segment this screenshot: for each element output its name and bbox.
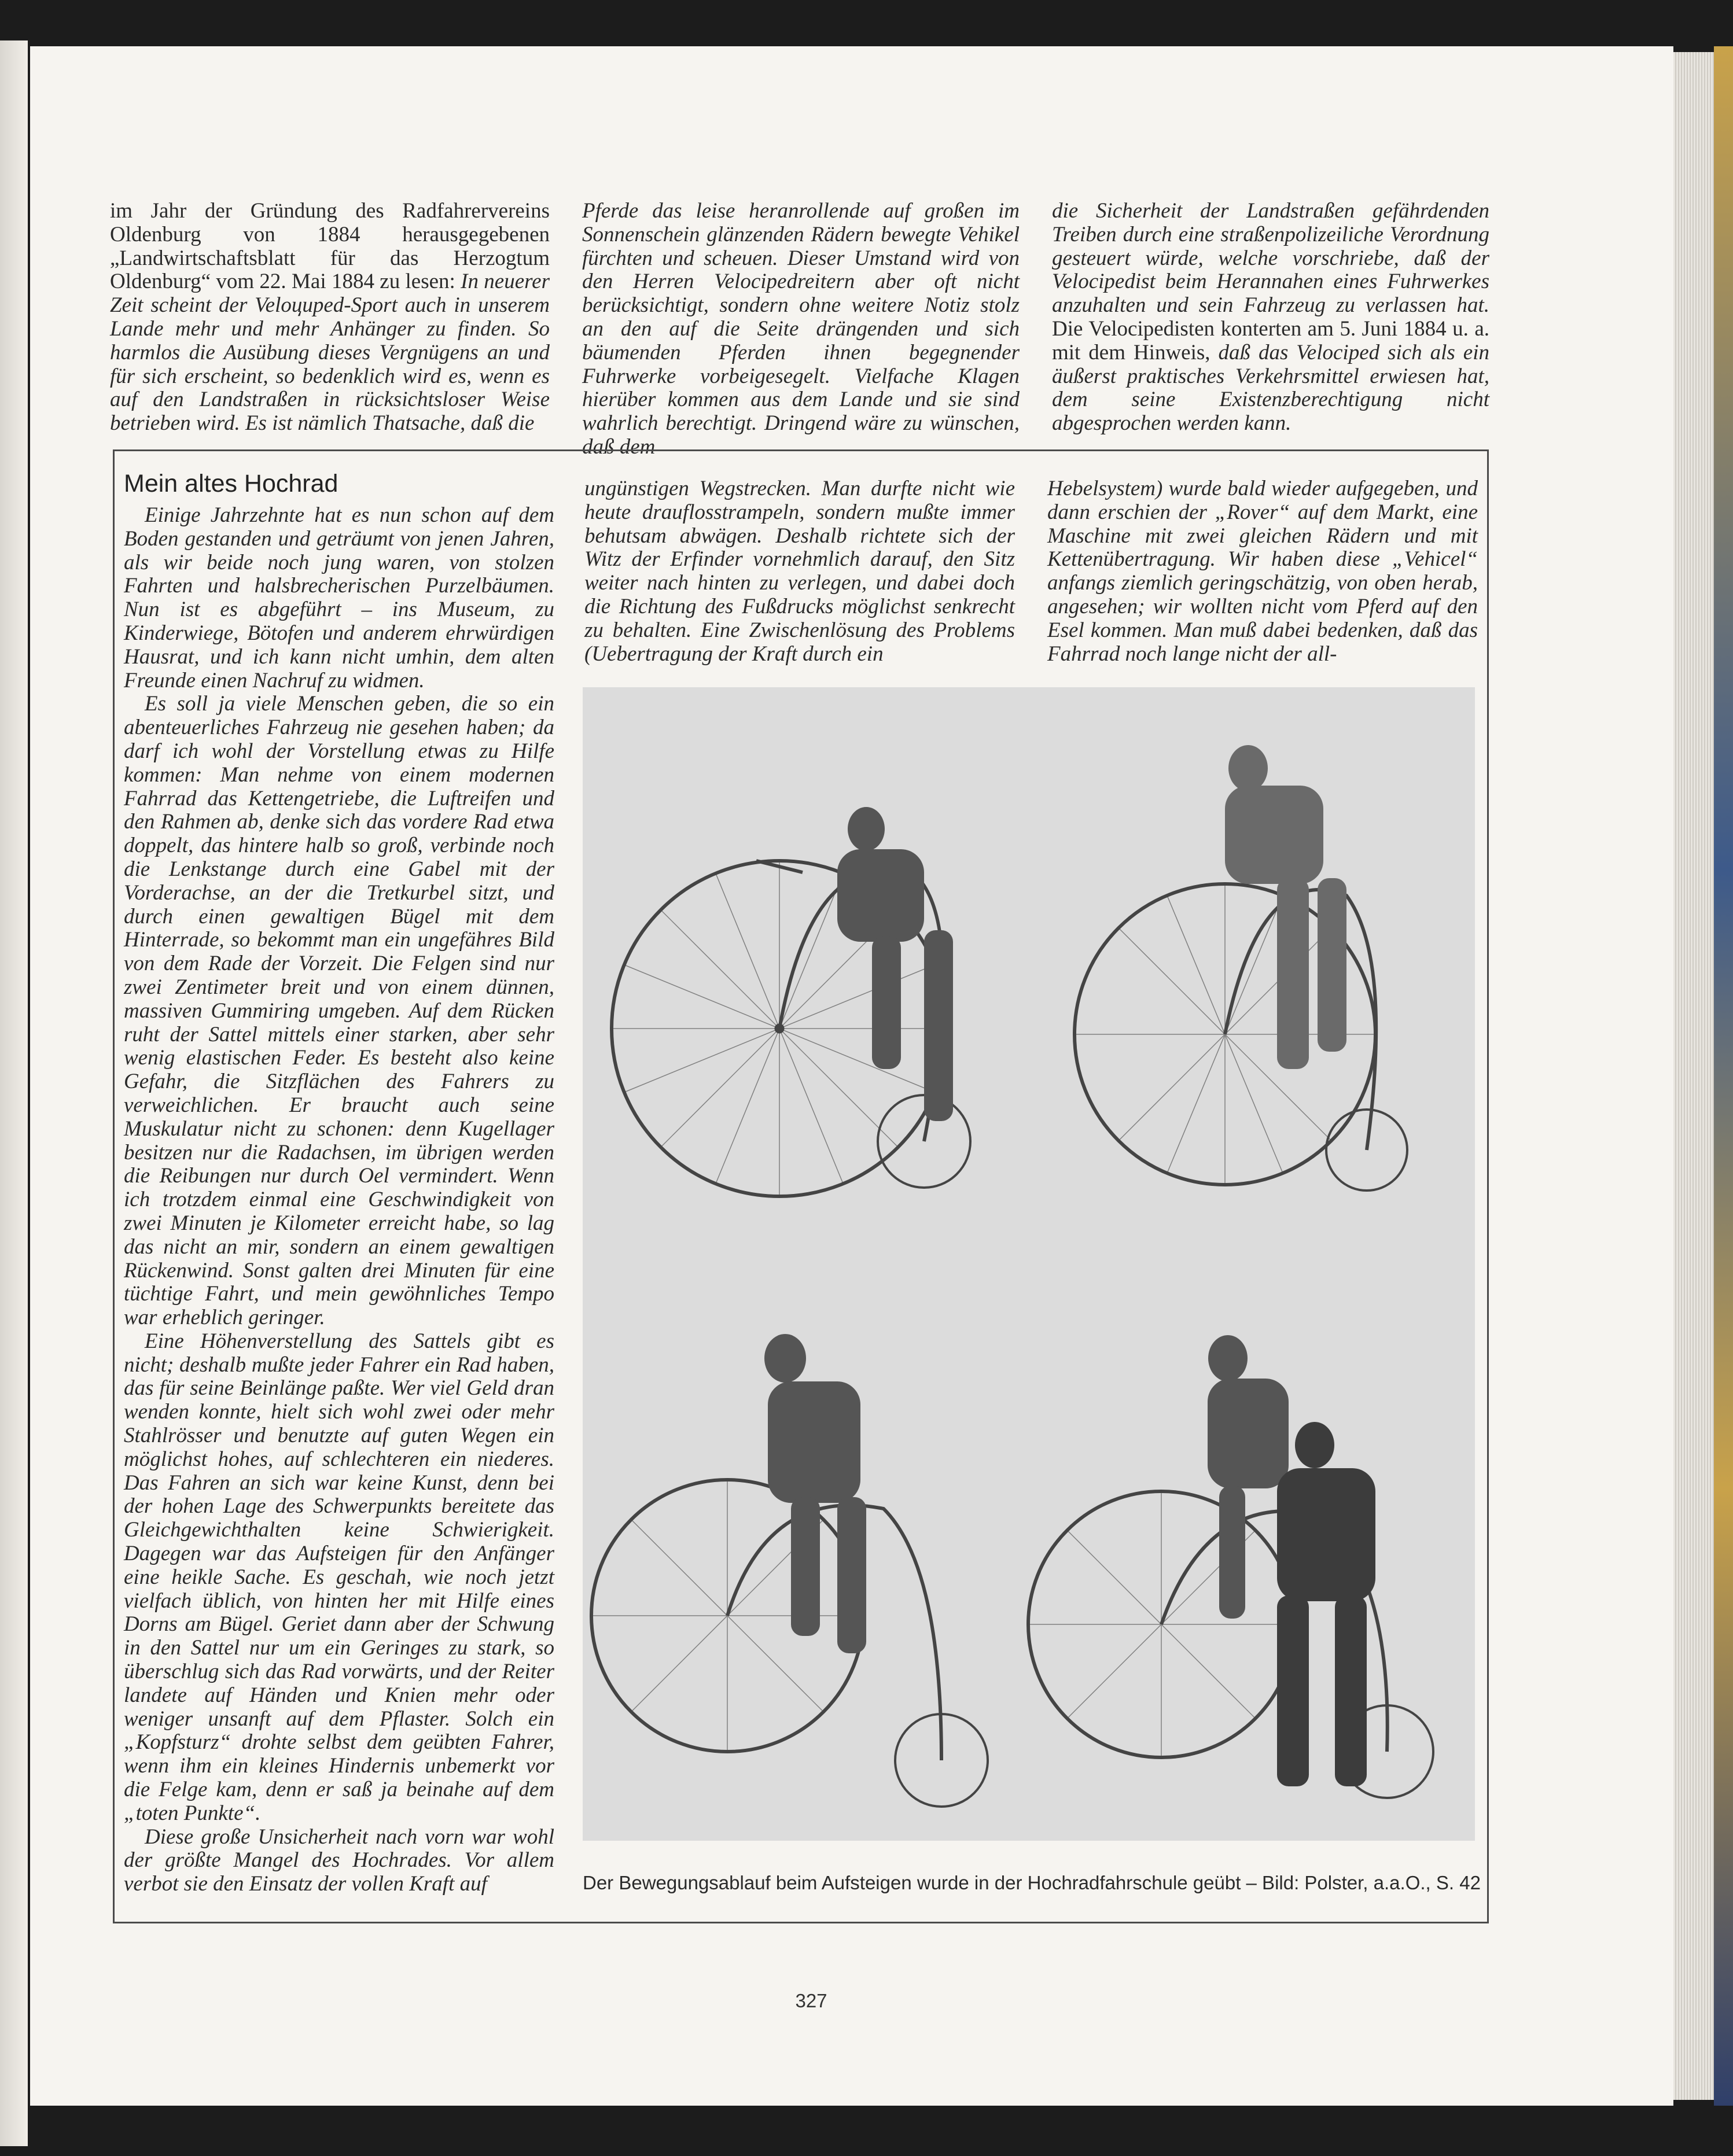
top-column-1: [110, 199, 550, 436]
article-title: Mein altes Hochrad: [124, 470, 338, 497]
article-paragraph: ungünstigen Wegstrecken. Man durfte nicht wie heute drauflosstrampeln, sondern mußte immer behutsam abwägen. Deshalb richtete sich der Witz der Erfinder vornehmlich darauf, den Sitz weiter nach hinten zu verlegen, und dabei doch die Richtung des Fußdrucks möglichst senkrecht zu behalten. Eine Zwischenlösung des Problems (Uebertragung der Kraft durch ein: [584, 477, 1015, 666]
penny-farthing-illustration: [583, 687, 1475, 1841]
top-column-3-text: [1052, 200, 1489, 436]
top-column-2: [582, 199, 1020, 459]
book-cover-edge: [1714, 46, 1733, 2106]
article-paragraph: Es soll ja viele Menschen geben, die so ein abenteuerliches Fahrzeug nie gesehen haben; da darf ich wohl der Vorstellung etwas zu Hilfe kommen: Man nehme von einem modernen Fahrrad das Kettengetriebe, die Luftreifen und den Rahmen ab, denke sich das vordere Rad etwa doppelt, das hintere halb so groß, verbinde noch die Lenkstange durch eine Gabel mit der Vorderachse, an der die Tretkurbel sitzt, und durch einen gewaltigen Bügel mit dem Hinterrade, so bekommt man ein ungefähres Bild von dem Rade der Vorzeit. Die Felgen sind nur zwei Zentimeter breit und von einem dünnen, massiven Gummiring umgeben. Auf dem Rücken ruht der Sattel mittels einer starken, aber sehr wenig elastischen Feder. Es besteht also keine Gefahr, die Sitzflächen des Fahrers zu verweichlichen. Er braucht auch seine Muskulatur nicht zu schonen: denn Kugellager besitzen nur die Radachsen, im übrigen werden die Reibungen nur durch Oel vermindert. Wenn ich trotzdem einmal eine Geschwindigkeit von zwei Minuten je Kilometer erreicht habe, so lag das nicht an mir, sondern an einem gewaltigen Rückenwind. Sonst galten drei Minuten für eine tüchtige Fahrt, und mein gewöhnliches Tempo war erheblich geringer.: [124, 692, 554, 1330]
top-column-3: [1052, 199, 1489, 436]
text-segment: In neuerer Zeit scheint der Veloциped-Sport auch in unserem Lande mehr und mehr Anhänger zu finden. So harmlos die Ausübung dieses Vergnügens an und für sich erscheint, so bedenklich wird es, wenn es auf den Landstraßen in rücksichtsloser Weise betrieben wird. Es ist nämlich Thatsache, daß die: [110, 270, 550, 436]
top-column-2-text: [582, 200, 1020, 459]
text-segment: im Jahr der Gründung des Radfahrervereins Oldenburg von 1884 herausgegebenen „Landwirtschaftsblatt für das Herzogtum Oldenburg“ vom 22. Mai 1884 zu lesen:: [110, 199, 550, 294]
text-segment: die Sicherheit der Landstraßen gefährdenden Treiben durch eine straßenpolizeiliche Verordnung gesteuert würde, welche vorschriebe, daß der Velocipedist beim Herannahen eines Fuhrwerkes anzuhalten und sein Fahrzeug zu verlassen hat.: [1052, 199, 1489, 318]
page-number: 327: [795, 1990, 827, 2011]
text-segment: Pferde das leise heranrollende auf großen im Sonnenschein glänzenden Rädern bewegte Vehikel fürchten und scheuen. Dieser Umstand wird von den Herren Velocipedreitern aber oft nicht berücksichtigt, sondern ohne weitere Notiz stolz an den auf die Seite drängenden und sich bäumenden Pferden ihnen begegnender Fuhrwerke vorbeigesegelt. Vielfache Klagen hierüber kommen aus dem Lande und sie sind wahrlich berechtigt. Dringend wäre zu wünschen, daß dem: [582, 199, 1020, 459]
article-paragraph: Einige Jahrzehnte hat es nun schon auf dem Boden gestanden und geträumt von jenen Jahren, als wir beide noch jung waren, von stolzen Fahrten und halsbrecherischen Purzelbäumen. Nun ist es abgeführt – ins Museum, zu Kinderwiege, Bötofen und anderem ehrwürdigen Hausrat, und ich kann nicht umhin, dem alten Freunde einen Nachruf zu widmen.: [124, 503, 554, 692]
article-paragraph: Eine Höhenverstellung des Sattels gibt es nicht; deshalb mußte jeder Fahrer ein Rad haben, das für seine Beinlänge paßte. Wer viel Geld dran wenden konnte, hielt sich wohl zwei oder mehr Stahlrösser und benutzte auf guten Wegen ein möglichst hohes, auf schlechteren ein niederes. Das Fahren an sich war keine Kunst, denn bei der hohen Lage des Schwerpunkts bereitete das Gleichgewichthalten keine Schwierigkeit. Dagegen war das Aufsteigen für den Anfänger eine heikle Sache. Es geschah, wie noch jetzt vielfach üblich, von hinten her mit Hilfe eines Dorns am Bügel. Geriet dann aber der Schwung in den Sattel nur um ein Geringes zu stark, so überschlug sich das Rad vorwärts, und der Reiter landete auf Händen und Knien mehr oder weniger unsanft auf dem Pflaster. Solch ein „Kopfsturz“ drohte selbst dem geübten Fahrer, wenn ihm ein kleines Hindernis unbemerkt vor die Felge kam, denn er saß ja beinahe auf dem „toten Punkte“.: [124, 1329, 554, 1825]
article-paragraph: Diese große Unsicherheit nach vorn war wohl der größte Mangel des Hochrades. Vor allem verbot sie den Einsatz der vollen Kraft auf: [124, 1825, 554, 1896]
article-paragraph: Hebelsystem) wurde bald wieder aufgegeben, und dann erschien der „Rover“ auf dem Markt, eine Maschine mit zwei gleichen Rädern und mit Kettenübertragung. Wir haben diese „Vehicel“ anfangs ziemlich geringschätzig, von oben herab, angesehen; wir wollten nicht vom Pferd auf den Esel kommen. Man muß dabei bedenken, daß das Fahrrad noch lange nicht der all-: [1047, 477, 1478, 666]
left-page-edge: [0, 40, 28, 2146]
page-stack-edge: [1673, 52, 1714, 2100]
article-column-2: [584, 477, 1015, 666]
article-column-1: [124, 504, 554, 1896]
illustration-graphic: [583, 687, 1475, 1841]
text-segment: daß das Velociped sich als ein äußerst praktisches Verkehrsmittel erwiesen hat, dem seine Existenzberechtigung nicht abgesprochen werden kann.: [1052, 340, 1489, 436]
text-segment: Die Velocipedisten konterten am 5. Juni 1884 u. a. mit dem Hinweis,: [1052, 316, 1489, 364]
illustration-caption: Der Bewegungsablauf beim Aufsteigen wurde in der Hochradfahrschule geübt – Bild: Polster, a.a.O., S. 42: [583, 1872, 1481, 1893]
article-column-3: [1047, 477, 1478, 666]
top-column-1-text: [110, 200, 550, 436]
